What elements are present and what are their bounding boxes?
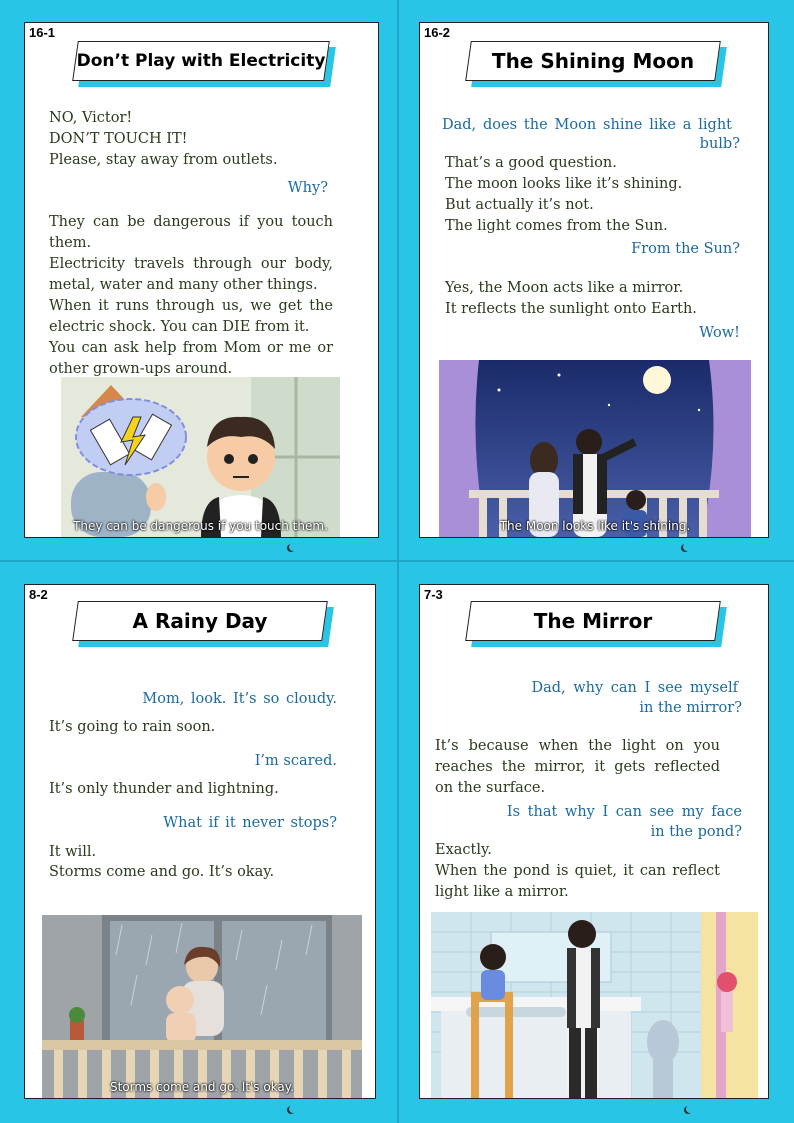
card-title: The Mirror <box>533 609 653 633</box>
answer-paragraph: They can be dangerous if you touch them. <box>49 214 333 251</box>
question-line: Why? <box>287 180 328 196</box>
illustration-moon <box>439 360 751 537</box>
question-line: What if it never stops? <box>163 815 337 831</box>
question-line: Wow! <box>699 325 740 341</box>
title-banner <box>75 601 325 641</box>
card-rainy-day <box>24 584 376 1099</box>
dialog-line: Storms come and go. It’s okay. <box>49 864 275 880</box>
answer-paragraph: You can ask help from Mom or me or other grown-ups around. <box>49 340 333 377</box>
crescent-icon <box>289 543 297 551</box>
crescent-icon <box>686 1105 694 1113</box>
video-caption: The Moon looks like it's shining. <box>499 519 691 533</box>
card-number: 7-3 <box>424 587 443 602</box>
answer-paragraph: It’s because when the light on you reaches the mirror, it gets reflected on the surface. <box>435 738 720 796</box>
dialog-line: Yes, the Moon acts like a mirror. <box>445 280 684 296</box>
title-banner <box>468 601 718 641</box>
question-line: Dad, does the Moon shine like a light <box>442 117 732 133</box>
card-number: 16-1 <box>29 25 56 40</box>
dialog-line: DON’T TOUCH IT! <box>49 131 188 147</box>
dialog-line: It’s going to rain soon. <box>49 719 216 735</box>
question-line: in the mirror? <box>639 700 742 716</box>
question-line: bulb? <box>699 136 740 152</box>
dialog-line: But actually it’s not. <box>445 197 594 213</box>
card-title: A Rainy Day <box>132 609 268 633</box>
question-line: Mom, look. It’s so cloudy. <box>142 691 337 707</box>
illustration-electricity <box>61 377 340 537</box>
card-title: The Shining Moon <box>491 49 695 73</box>
card-shining-moon <box>419 22 769 538</box>
dialog-line: The moon looks like it’s shining. <box>445 176 683 192</box>
card-electricity <box>24 22 379 538</box>
illustration-mirror <box>431 912 758 1098</box>
question-line: From the Sun? <box>631 241 740 257</box>
dialog-line: That’s a good question. <box>445 155 617 171</box>
crescent-icon <box>289 1105 297 1113</box>
title-banner <box>75 41 327 81</box>
video-caption: Storms come and go. It's okay. <box>110 1080 294 1094</box>
crescent-icon <box>683 543 691 551</box>
illustration-rain <box>42 915 362 1098</box>
question-line: Dad, why can I see myself <box>531 680 738 696</box>
dialog-line: Please, stay away from outlets. <box>49 152 278 168</box>
dialog-line: Exactly. <box>435 842 492 858</box>
dialog-line: It’s only thunder and lightning. <box>49 781 279 797</box>
dialog-line: The light comes from the Sun. <box>445 218 668 234</box>
card-mirror <box>419 584 769 1099</box>
question-line: Is that why I can see my face <box>506 804 742 820</box>
dialog-line: NO, Victor! <box>49 110 133 126</box>
question-line: I’m scared. <box>254 753 337 769</box>
answer-paragraph: Electricity travels through our body, metal, water and many other things. <box>49 256 333 293</box>
dialog-line: It will. <box>49 844 97 860</box>
card-number: 16-2 <box>424 25 451 40</box>
dialog-line: It reflects the sunlight onto Earth. <box>445 301 697 317</box>
answer-paragraph: When the pond is quiet, it can reflect light like a mirror. <box>435 863 720 900</box>
answer-paragraph: When it runs through us, we get the electric shock. You can DIE from it. <box>49 298 333 335</box>
page-divider-horizontal <box>0 560 794 562</box>
title-banner <box>468 41 718 81</box>
card-number: 8-2 <box>29 587 48 602</box>
question-line: in the pond? <box>650 824 742 840</box>
video-caption: They can be dangerous if you touch them. <box>73 519 328 533</box>
card-title: Don’t Play with Electricity <box>76 51 326 71</box>
